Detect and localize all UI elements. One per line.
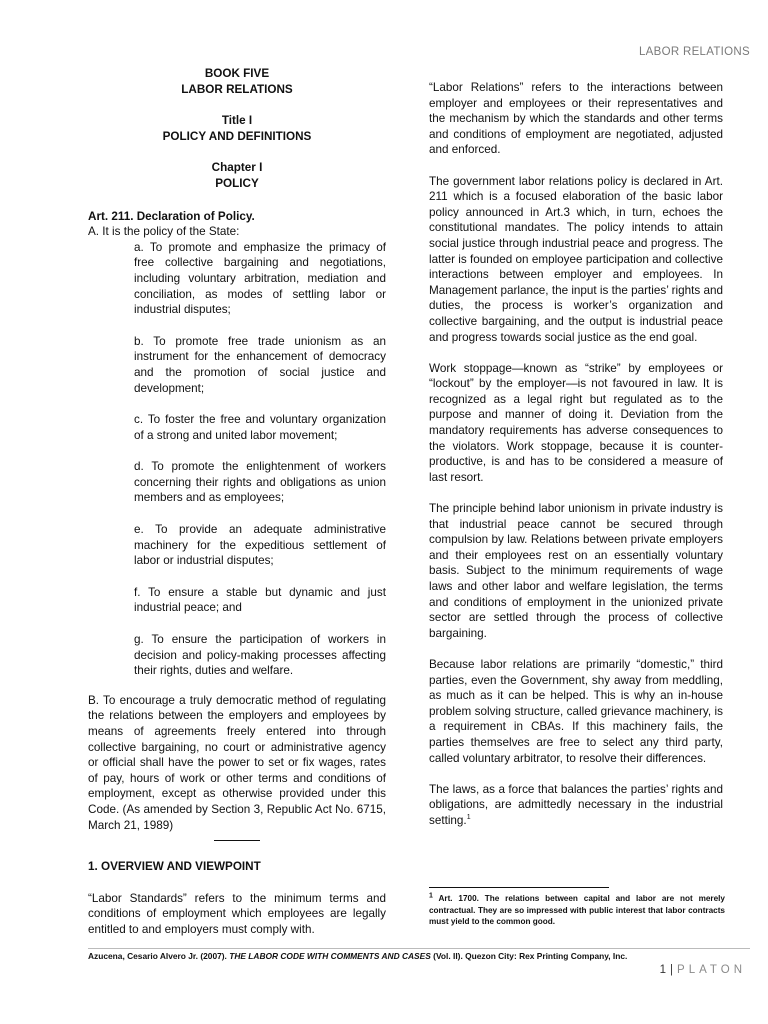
page-footer: [660, 964, 746, 976]
policy-list: [134, 240, 386, 679]
paragraph-b: B. To encourage a truly democratic method of regulating the relations between the employers and employees by means of agreements freely entered into through collective bargaining, no court or administrative agency or official shall have the power to set or fix wages, rates of pay, hours of work or other terms and conditions of employment, except as otherwise provided under this Code. (As amended by Section 3, Republic Act No. 6715, March 21, 1989): [88, 693, 386, 832]
running-header: LABOR RELATIONS: [638, 46, 750, 58]
footer-author: PLATON: [677, 964, 746, 976]
footnote-rule: [429, 887, 609, 888]
citation-prefix: Azucena, Cesario Alvero Jr. (2007).: [88, 951, 230, 961]
left-column: [88, 66, 386, 938]
labor-standards-paragraph: “Labor Standards” refers to the minimum terms and conditions of employment which employees are legally entitled to and employers must comply with.: [88, 891, 386, 936]
footnote-reference[interactable]: 1: [466, 814, 471, 822]
page-number: 1: [659, 964, 667, 976]
citation-title: THE LABOR CODE WITH COMMENTS AND CASES: [229, 951, 431, 961]
book-label: BOOK FIVE: [204, 67, 270, 80]
section-heading: 1. OVERVIEW AND VIEWPOINT: [88, 860, 261, 874]
separator-line: [214, 840, 260, 841]
paragraph-domestic: Because labor relations are primarily “domestic,” third parties, even the Government, shy away from meddling, as much as it can be helped. This is why an in-house problem solving structure, called grievance machinery, is a requirement in CBAs. If this machinery fails, the parties themselves are free to select any third party, called voluntary arbitrator, to resolve their differences.: [429, 657, 723, 765]
chapter-name: POLICY: [215, 176, 259, 190]
policy-item-a: a. To promote and emphasize the primacy of free collective bargaining and negotiations, including voluntary arbitration, mediation and conciliation, as modes of settling labor or industrial disputes;: [134, 240, 386, 317]
book-title: LABOR RELATIONS: [181, 82, 293, 96]
title-number: Title I: [221, 114, 253, 128]
article-intro: A. It is the policy of the State:: [88, 225, 240, 239]
chapter-number: Chapter I: [211, 161, 263, 175]
footnote: [429, 893, 725, 928]
paragraph-work-stoppage: Work stoppage—known as “strike” by employees or “lockout” by the employer—is not favoured in law. It is recognized as a legal right but regulated as to the purpose and manner of doing it. Deviation from the mandatory requirements has adverse consequences to the violators. Work stoppage, because it is counter-productive, is and has to be considered a measure of last resort.: [429, 361, 723, 484]
title-name: POLICY AND DEFINITIONS: [162, 129, 312, 143]
policy-item-g: g. To ensure the participation of workers in decision and policy-making processes affecting their rights, duties and welfare.: [134, 633, 386, 678]
policy-item-b: b. To promote free trade unionism as an instrument for the enhancement of democracy and the promotion of social justice and development;: [134, 334, 386, 395]
paragraph-laws-text: The laws, as a force that balances the parties’ rights and obligations, are admittedly necessary in the industrial setting.: [429, 782, 723, 827]
policy-item-e: e. To provide an adequate administrative machinery for the expeditious settlement of labor or industrial disputes;: [134, 523, 386, 568]
paragraph-government-policy: The government labor relations policy is declared in Art. 211 which is a focused elaboration of the basic labor policy announced in Art.3 which, in turn, echoes the constitutional mandates. The policy intends to attain social justice through industrial peace and progress. The latter is founded on employee participation and collective interactions between employer and employees. In Management parlance, the input is the parties’ rights and duties, the process is worker’s organization and collective bargaining, and the output is industrial peace and progress towards social justice as the end goal.: [429, 174, 723, 344]
paragraph-unionism: The principle behind labor unionism in private industry is that industrial peace cannot be secured through compulsion by law. Relations between private employers and their employees rest on an essentially voluntary basis. Subject to the minimum requirements of wage laws and other labor and welfare legislation, the terms and conditions of employment in the unionized private sector are settled through the process of collective bargaining.: [429, 502, 723, 640]
policy-item-f: f. To ensure a stable but dynamic and just industrial peace; and: [134, 585, 386, 615]
citation-rule: [88, 948, 750, 949]
footnote-text: Art. 1700. The relations between capital and labor are not merely contractual. They are so impressed with public interest that labor contracts must yield to the common good.: [429, 894, 725, 926]
article-heading: Art. 211. Declaration of Policy.: [88, 209, 255, 223]
citation: [88, 951, 748, 962]
policy-item-d: d. To promote the enlightenment of workers concerning their rights and obligations as union members and as employees;: [134, 460, 386, 505]
paragraph-labor-relations: “Labor Relations” refers to the interactions between employer and employees or their representatives and the mechanism by which the standards and other terms and conditions of employment are negotiated, adjusted and enforced.: [429, 81, 723, 157]
policy-item-c: c. To foster the free and voluntary organization of a strong and united labor movement;: [134, 413, 386, 442]
footer-separator: |: [670, 964, 674, 976]
footnote-marker: 1: [429, 892, 433, 900]
paragraph-laws: [429, 782, 723, 829]
right-column: [429, 80, 723, 829]
citation-suffix: (Vol. II). Quezon City: Rex Printing Company, Inc.: [430, 951, 628, 961]
